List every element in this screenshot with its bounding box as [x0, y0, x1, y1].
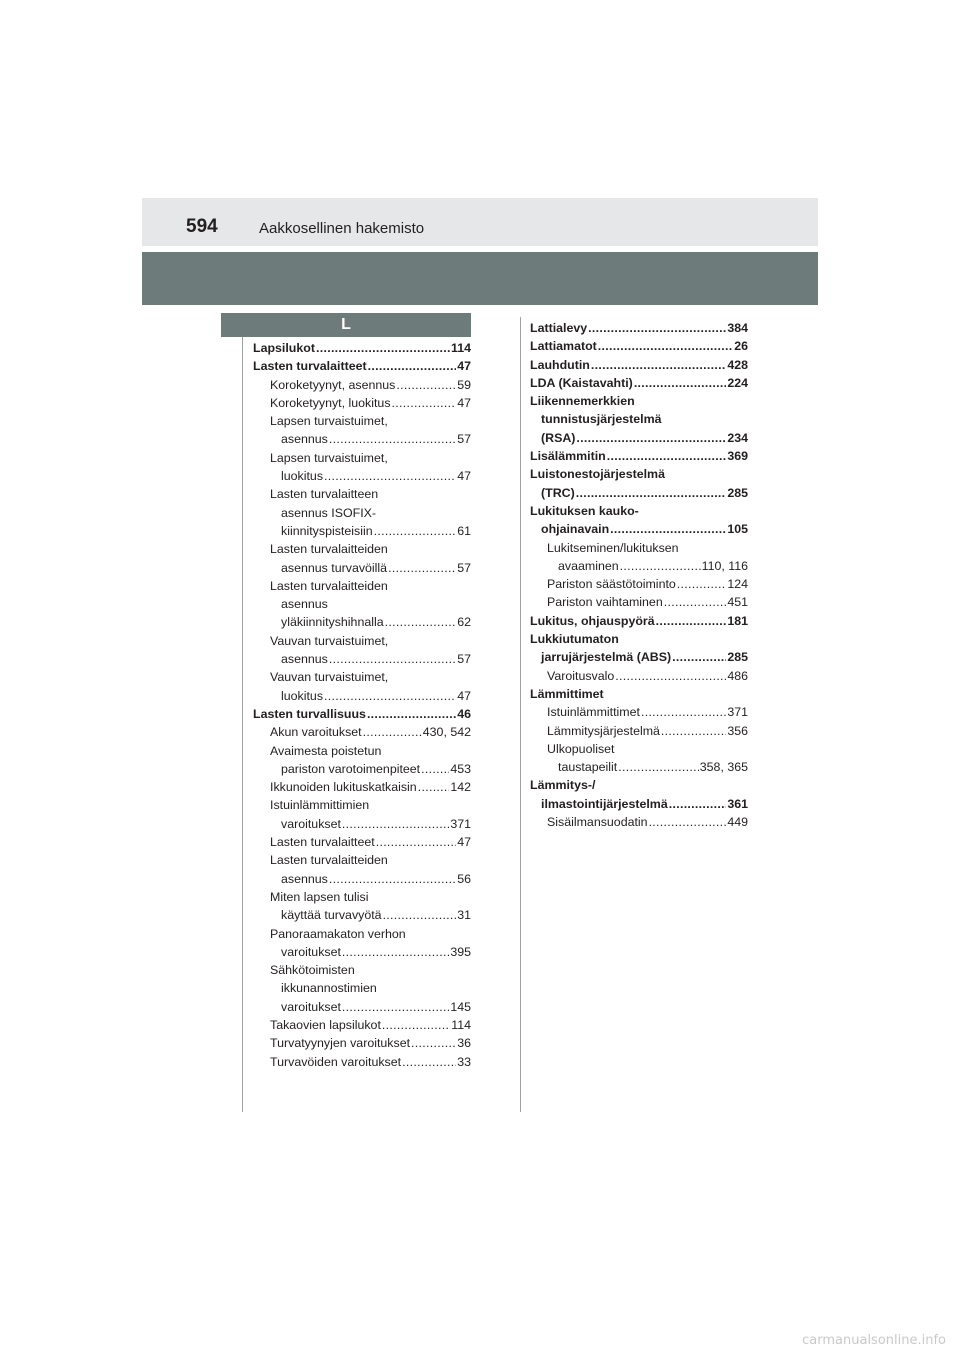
dot-leader — [610, 520, 726, 538]
index-entry — [530, 575, 748, 593]
index-heading-line: Lämmittimet — [530, 686, 604, 701]
index-heading-line: Liikennemerkkien — [530, 394, 635, 409]
entry-label: Lasten turvalaitteet — [253, 359, 367, 374]
entry-label: Koroketyynyt, luokitus — [270, 395, 391, 410]
entry-page-ref: 47 — [457, 359, 471, 374]
dot-leader — [342, 943, 449, 961]
index-entry — [253, 778, 471, 796]
entry-page-ref: 451 — [727, 595, 748, 610]
dot-leader — [588, 319, 726, 337]
index-entry — [253, 339, 471, 357]
entry-label: varoitukset — [281, 944, 341, 959]
dot-leader — [385, 613, 457, 631]
index-entry — [253, 613, 471, 631]
entry-page-ref: 47 — [457, 688, 471, 703]
index-heading-line: Istuinlämmittimien — [270, 798, 370, 813]
entry-label: Sisäilmansuodatin — [547, 815, 648, 830]
entry-page-ref: 285 — [727, 485, 748, 500]
index-heading-line: Vauvan turvaistuimet, — [270, 633, 389, 648]
entry-label: Lasten turvallisuus — [253, 706, 366, 721]
dot-leader — [383, 906, 457, 924]
index-entry — [253, 815, 471, 833]
index-column-1 — [253, 339, 471, 1071]
index-heading-line: Vauvan turvaistuimet, — [270, 670, 389, 685]
entry-page-ref: 361 — [727, 796, 748, 811]
entry-page-ref: 124 — [727, 577, 748, 592]
entry-label: Lattialevy — [530, 321, 588, 335]
header-band — [142, 198, 818, 246]
index-entry — [253, 833, 471, 851]
index-heading-line: Lukkiutumaton — [530, 632, 619, 647]
index-heading-line: Lasten turvalaitteen — [270, 487, 379, 502]
entry-page-ref: 369 — [727, 449, 748, 464]
dot-leader — [661, 722, 726, 740]
section-title: Aakkosellinen hakemisto — [259, 220, 425, 237]
entry-label: (TRC) — [541, 485, 575, 500]
entry-label: Istuinlämmittimet — [547, 705, 640, 720]
entry-page-ref: 26 — [734, 339, 748, 354]
entry-page-ref: 46 — [457, 706, 471, 721]
entry-label: taustapeilit — [558, 760, 618, 775]
entry-page-ref: 430, 542 — [422, 725, 471, 740]
entry-page-ref: 142 — [450, 780, 471, 795]
entry-label: asennus — [281, 652, 328, 667]
dot-leader — [598, 337, 733, 355]
column-divider-right — [520, 317, 521, 1112]
dot-leader — [421, 760, 449, 778]
dot-leader — [576, 429, 726, 447]
index-entry — [253, 522, 471, 540]
entry-page-ref: 371 — [450, 816, 471, 831]
index-entry — [530, 484, 748, 502]
dot-leader — [382, 1016, 450, 1034]
dot-leader — [649, 813, 727, 831]
entry-label: Lattiamatot — [530, 339, 597, 354]
dot-leader — [634, 374, 727, 392]
index-entry — [253, 760, 471, 778]
entry-label: käyttää turvavyötä — [281, 908, 382, 923]
index-heading-line: Sähkötoimisten — [270, 963, 355, 978]
dot-leader — [324, 467, 456, 485]
entry-label: (RSA) — [541, 430, 576, 445]
dot-leader — [367, 705, 456, 723]
entry-page-ref: 62 — [457, 615, 471, 630]
dot-leader — [329, 650, 456, 668]
entry-label: luokitus — [281, 688, 324, 703]
entry-label: luokitus — [281, 469, 324, 484]
entry-page-ref: 61 — [457, 523, 471, 538]
dot-leader — [677, 575, 727, 593]
index-entry — [530, 722, 748, 740]
index-heading-line: Lapsen turvaistuimet, — [270, 414, 388, 429]
index-entry — [530, 813, 748, 831]
dot-leader — [672, 648, 726, 666]
index-entry — [253, 1053, 471, 1071]
entry-label: Ikkunoiden lukituskatkaisin — [270, 780, 417, 795]
index-entry — [530, 429, 748, 447]
entry-page-ref: 57 — [457, 560, 471, 575]
entry-page-ref: 47 — [457, 835, 471, 850]
dot-leader — [342, 998, 449, 1016]
dot-leader — [388, 559, 456, 577]
dot-leader — [607, 447, 727, 465]
page-number: 594 — [186, 216, 218, 237]
dot-leader — [329, 870, 456, 888]
entry-page-ref: 234 — [727, 430, 748, 445]
entry-page-ref: 384 — [727, 321, 748, 335]
index-entry — [253, 705, 471, 723]
entry-label: Akun varoitukset — [270, 725, 362, 740]
index-entry — [253, 376, 471, 394]
dot-leader — [316, 339, 450, 357]
entry-page-ref: 428 — [727, 357, 748, 372]
index-heading-line: ikkunannostimien — [281, 981, 377, 996]
index-entry — [530, 703, 748, 721]
dot-leader — [664, 593, 727, 611]
entry-label: avaaminen — [558, 558, 619, 573]
entry-label: Takaovien lapsilukot — [270, 1017, 381, 1032]
entry-page-ref: 47 — [457, 469, 471, 484]
entry-label: ohjainavain — [541, 522, 610, 537]
entry-label: Turvavöiden varoitukset — [270, 1054, 402, 1069]
entry-page-ref: 486 — [727, 668, 748, 683]
index-heading-line: Lukitseminen/lukituksen — [547, 540, 679, 555]
entry-page-ref: 453 — [450, 761, 471, 776]
dot-leader — [411, 1034, 456, 1052]
index-heading-line: asennus ISOFIX- — [281, 505, 377, 520]
dot-leader — [615, 667, 726, 685]
index-entry — [530, 795, 748, 813]
entry-label: varoitukset — [281, 999, 341, 1014]
watermark: carmanualsonline.info — [802, 1333, 946, 1348]
index-entry — [253, 1034, 471, 1052]
index-entry — [530, 593, 748, 611]
index-heading-line: Miten lapsen tulisi — [270, 889, 369, 904]
dot-leader — [641, 703, 726, 721]
entry-label: Turvatyynyjen varoitukset — [270, 1036, 411, 1051]
index-entry — [253, 357, 471, 375]
entry-page-ref: 105 — [727, 522, 748, 537]
index-heading-line: Ulkopuoliset — [547, 741, 615, 756]
index-entry — [253, 870, 471, 888]
entry-page-ref: 358, 365 — [699, 760, 748, 775]
entry-label: Pariston säästötoiminto — [547, 577, 676, 592]
dot-leader — [418, 778, 450, 796]
entry-label: Lämmitysjärjestelmä — [547, 723, 660, 738]
index-entry — [530, 319, 748, 337]
dot-leader — [392, 394, 457, 412]
dot-leader — [402, 1053, 456, 1071]
dot-leader — [618, 758, 699, 776]
dot-leader — [368, 357, 457, 375]
dot-leader — [620, 557, 701, 575]
entry-page-ref: 36 — [457, 1036, 471, 1051]
index-entry — [530, 612, 748, 630]
entry-label: kiinnityspisteisiin — [281, 523, 373, 538]
index-column-2 — [530, 319, 748, 831]
entry-label: Pariston vaihtaminen — [547, 595, 663, 610]
entry-label: Lauhdutin — [530, 357, 590, 372]
entry-label: ilmastointijärjestelmä — [541, 796, 668, 811]
index-heading-line: Lapsen turvaistuimet, — [270, 450, 388, 465]
index-entry — [530, 648, 748, 666]
entry-label: asennus — [281, 432, 328, 447]
index-entry — [530, 758, 748, 776]
index-entry — [530, 667, 748, 685]
entry-label: Lisälämmitin — [530, 449, 606, 464]
entry-label: varoitukset — [281, 816, 341, 831]
index-entry — [530, 337, 748, 355]
index-heading-line: Panoraamakaton verhon — [270, 926, 406, 941]
dot-leader — [576, 484, 727, 502]
entry-page-ref: 31 — [457, 908, 471, 923]
index-entry — [253, 1016, 471, 1034]
index-entry — [530, 356, 748, 374]
dot-leader — [363, 723, 422, 741]
index-heading-line: Lukituksen kauko- — [530, 503, 639, 518]
entry-label: pariston varotoimenpiteet — [281, 761, 421, 776]
entry-label: jarrujärjestelmä (ABS) — [541, 650, 672, 665]
dot-leader — [329, 430, 456, 448]
entry-label: Varoitusvalo — [547, 668, 615, 683]
index-entry — [253, 430, 471, 448]
dot-leader — [396, 376, 456, 394]
entry-page-ref: 224 — [727, 375, 748, 390]
dot-leader — [342, 815, 449, 833]
index-entry — [253, 559, 471, 577]
index-heading-line: Lämmitys-/ — [530, 778, 596, 793]
entry-page-ref: 110, 116 — [701, 558, 748, 573]
entry-label: Lukitus, ohjauspyörä — [530, 613, 655, 628]
index-entry — [253, 467, 471, 485]
index-heading-line: tunnistusjärjestelmä — [541, 412, 662, 427]
dot-leader — [376, 833, 457, 851]
index-entry — [253, 723, 471, 741]
index-entry — [530, 520, 748, 538]
entry-label: Koroketyynyt, asennus — [270, 377, 396, 392]
entry-label: Lasten turvalaitteet — [270, 835, 375, 850]
entry-page-ref: 395 — [450, 944, 471, 959]
entry-label: asennus turvavöillä — [281, 560, 388, 575]
entry-page-ref: 285 — [727, 650, 748, 665]
dot-leader — [591, 356, 726, 374]
column-divider-left — [242, 337, 243, 1112]
entry-page-ref: 449 — [727, 815, 748, 830]
index-heading-line: Luistonestojärjestelmä — [530, 467, 665, 482]
entry-page-ref: 114 — [451, 1017, 471, 1032]
index-heading-line: Lasten turvalaitteiden — [270, 853, 388, 868]
index-heading-line: Lasten turvalaitteiden — [270, 542, 388, 557]
dot-leader — [669, 795, 727, 813]
entry-page-ref: 356 — [727, 723, 748, 738]
entry-page-ref: 57 — [457, 432, 471, 447]
entry-page-ref: 33 — [457, 1054, 471, 1069]
index-entry — [253, 943, 471, 961]
entry-page-ref: 59 — [457, 377, 471, 392]
entry-page-ref: 181 — [727, 613, 748, 628]
entry-label: asennus — [281, 871, 328, 886]
index-entry — [530, 557, 748, 575]
chapter-band — [142, 252, 818, 305]
entry-page-ref: 371 — [727, 705, 748, 720]
index-heading-line: asennus — [281, 597, 328, 612]
dot-leader — [324, 687, 456, 705]
entry-page-ref: 57 — [457, 652, 471, 667]
index-entry — [253, 687, 471, 705]
dot-leader — [374, 522, 457, 540]
index-heading-line: Lasten turvalaitteiden — [270, 578, 388, 593]
dot-leader — [656, 612, 727, 630]
index-entry — [253, 998, 471, 1016]
index-heading-line: Avaimesta poistetun — [270, 743, 382, 758]
entry-page-ref: 47 — [457, 395, 471, 410]
index-entry — [253, 394, 471, 412]
entry-label: Lapsilukot — [253, 341, 315, 355]
entry-page-ref: 56 — [457, 871, 471, 886]
index-entry — [530, 447, 748, 465]
index-entry — [253, 906, 471, 924]
entry-page-ref: 114 — [451, 341, 471, 355]
entry-label: LDA (Kaistavahti) — [530, 375, 633, 390]
index-entry — [253, 650, 471, 668]
entry-label: yläkiinnityshihnalla — [281, 615, 384, 630]
letter-heading: L — [221, 313, 471, 337]
index-entry — [530, 374, 748, 392]
entry-page-ref: 145 — [450, 999, 471, 1014]
